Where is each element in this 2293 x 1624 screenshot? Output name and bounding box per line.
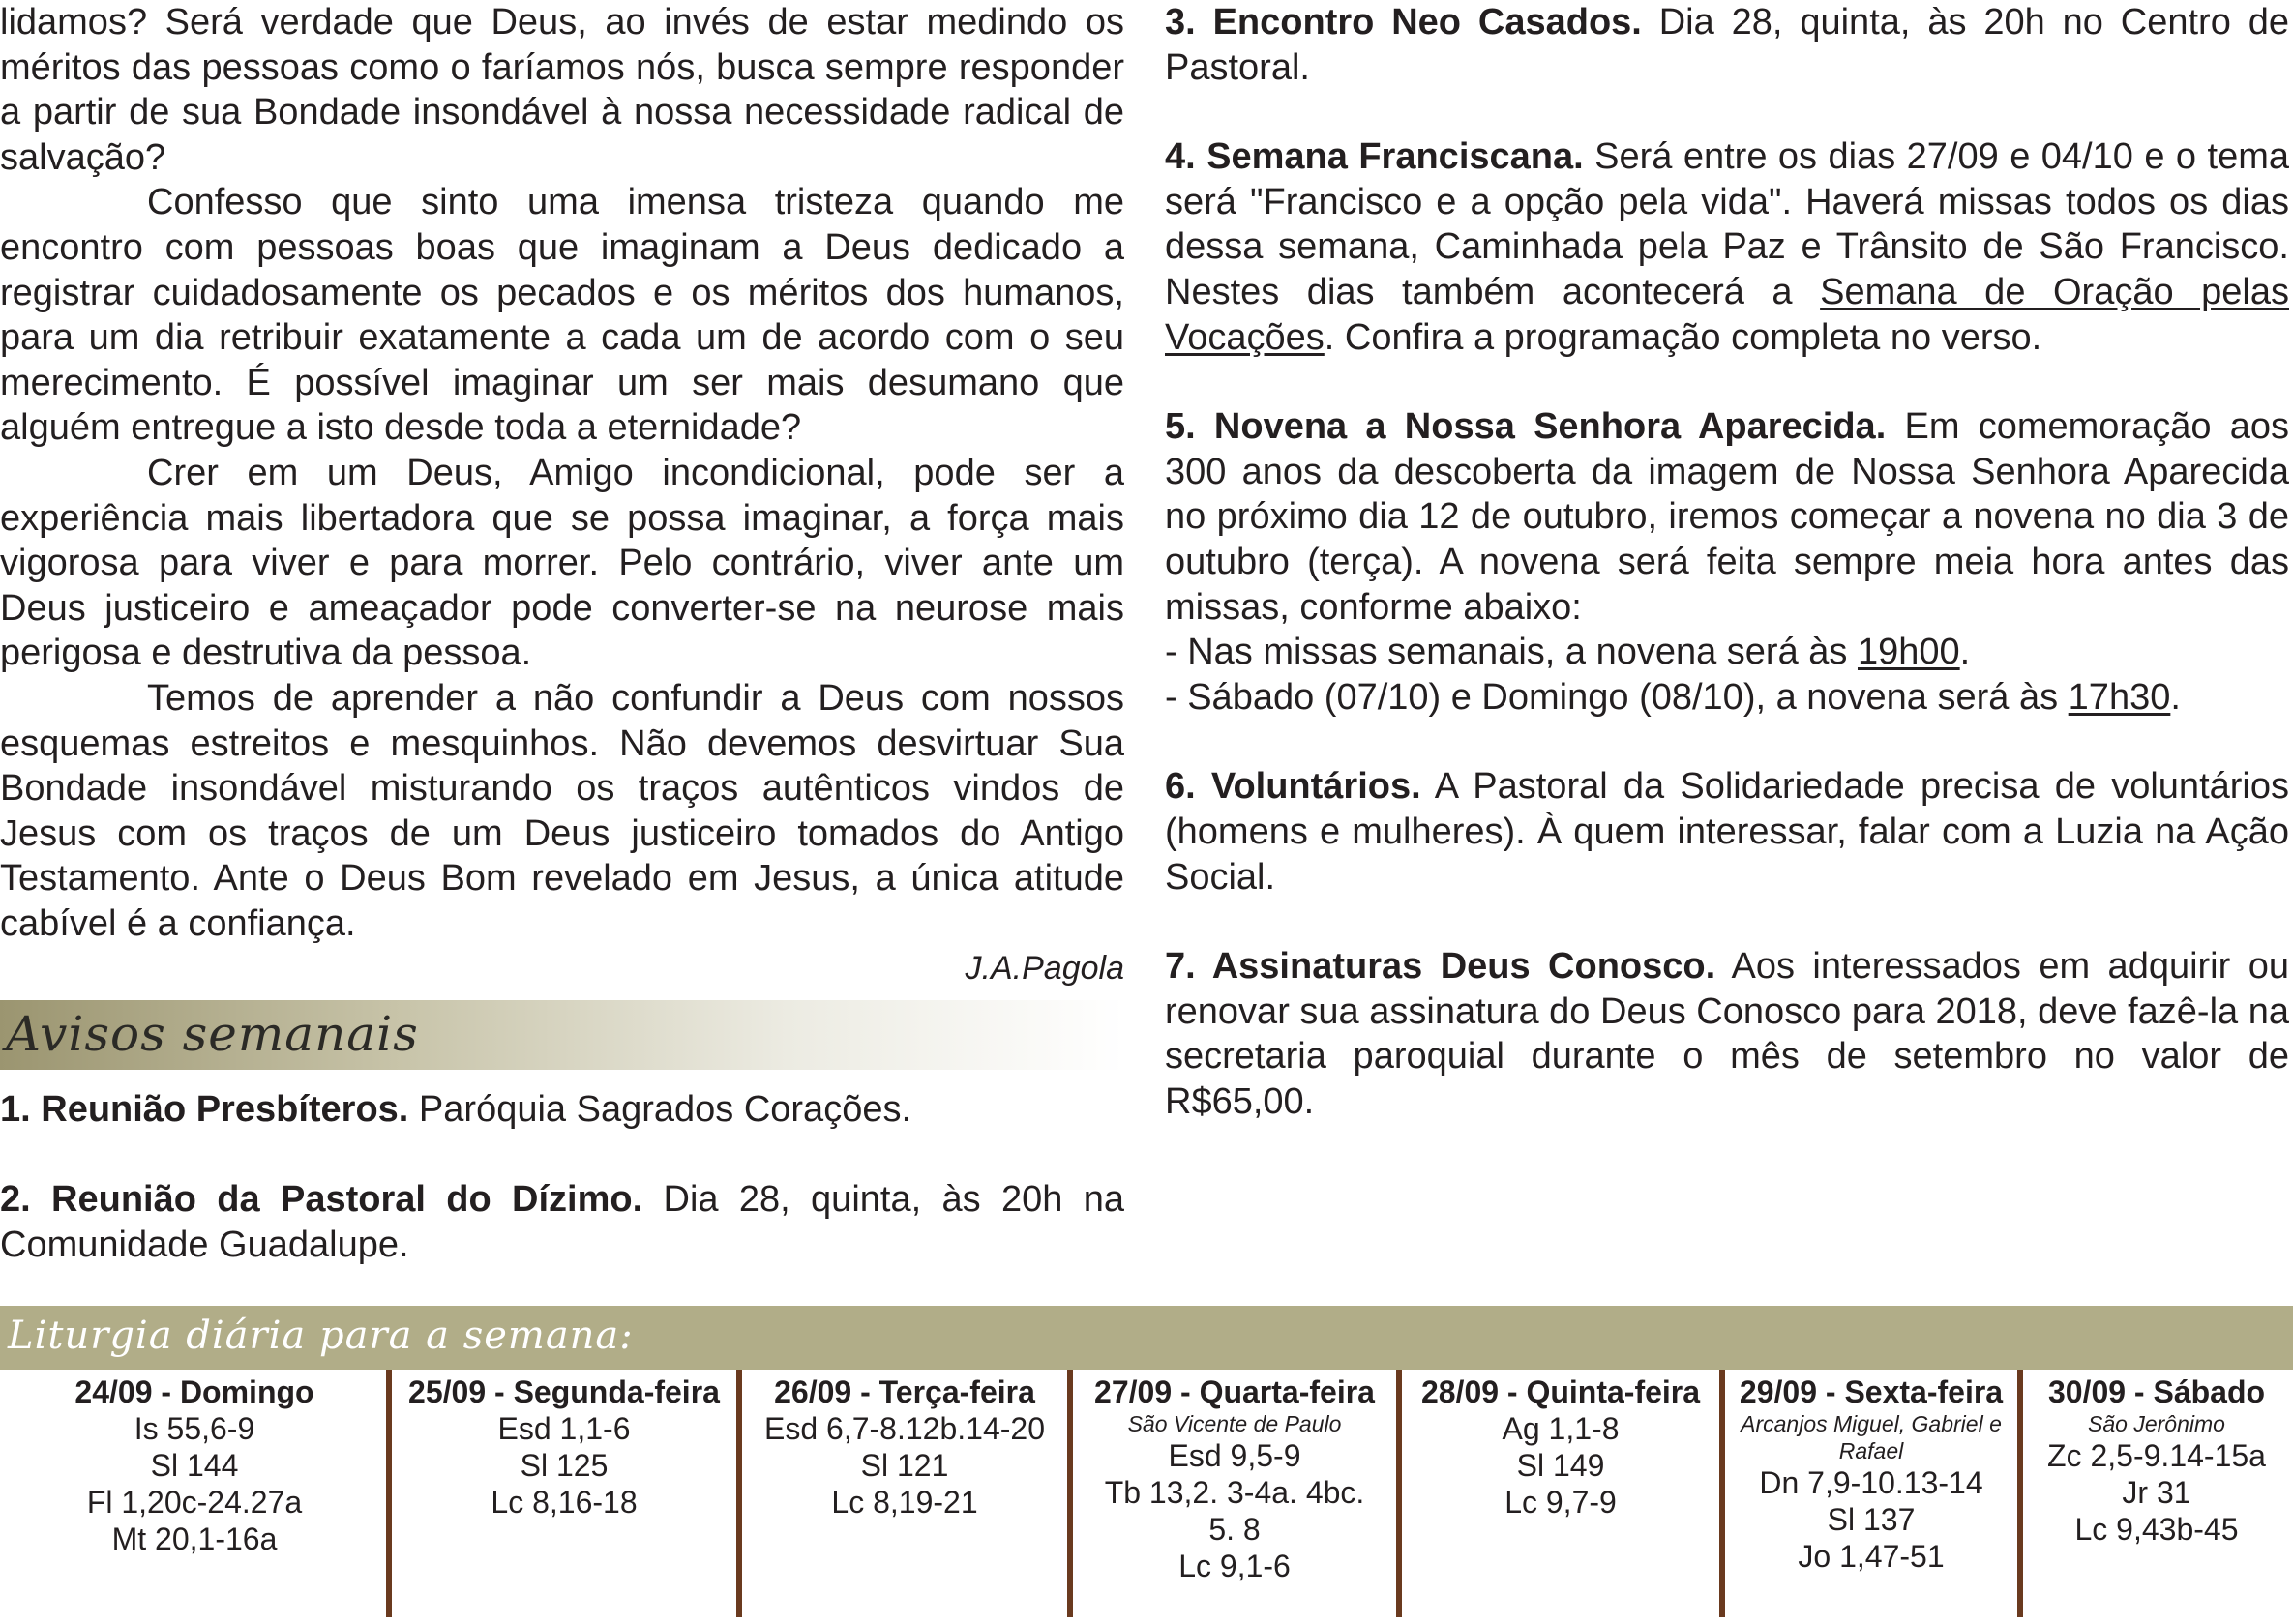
day-reading: Sl 144 (150, 1448, 239, 1483)
aviso-5-line-2 (1165, 675, 2289, 721)
liturgy-day-5 (1399, 1370, 1722, 1617)
aviso-3-title: 3. Encontro Neo Casados. (1165, 2, 1642, 43)
aviso-3 (1165, 0, 2289, 90)
day-title: 30/09 - Sábado (2047, 1374, 2266, 1409)
day-reading: Sl 137 (1827, 1502, 1916, 1537)
right-column (1165, 0, 2289, 1124)
aviso-1-text: Paróquia Sagrados Corações. (408, 1089, 912, 1131)
day-title: 29/09 - Sexta-feira (1739, 1374, 2004, 1409)
day-saint: São Vicente de Paulo (1127, 1411, 1342, 1436)
day-reading: Sl 149 (1516, 1448, 1605, 1483)
aviso-4-title: 4. Semana Franciscana. (1165, 136, 1584, 178)
day-title: 25/09 - Segunda-feira (408, 1374, 720, 1409)
aviso-4-text: Será entre os dias 27/09 e 04/10 e o tema será "Francisco e a opção pela vida". Haverá missas todos os dias dessa semana, Caminhada pela Paz e Trânsito de São Francisco. Nestes dias também acontecerá a (1165, 136, 2289, 312)
aviso-2 (0, 1177, 1124, 1267)
aviso-2-text: Dia 28, quinta, às 20h na Comunidade Guadalupe. (0, 1179, 1124, 1265)
avisos-banner (0, 1000, 1124, 1070)
day-reading: Lc 8,19-21 (831, 1485, 978, 1520)
aviso-7-title: 7. Assinaturas Deus Conosco. (1165, 946, 1716, 988)
aviso-5-text: Em comemoração aos 300 anos da descoberta da imagem de Nossa Senhora Aparecida no próximo dia 12 de outubro, iremos começar a novena no dia 3 de outubro (terça). A novena será feita sempre meia hora antes das missas, conforme abaixo: (1165, 406, 2289, 628)
left-column (0, 0, 1124, 1267)
day-reading: Jo 1,47-51 (1798, 1539, 1945, 1574)
reflection-paragraph-4: Temos de aprender a não confundir a Deus com nossos esquemas estreitos e mesquinhos. Não devemos desvirtuar Sua Bondade insondável misturando os traços autênticos vindos de Jesus com os traços de um Deus justiceiro tomados do Antigo Testamento. Ante o Deus Bom revelado em Jesus, a única atitude cabível é a confiança. (0, 677, 1124, 944)
day-reading: Lc 9,1-6 (1178, 1549, 1291, 1583)
day-saint: Arcanjos Miguel, Gabriel e Rafael (1741, 1411, 2002, 1463)
aviso-6 (1165, 764, 2289, 900)
aviso-4-text-end: . Confira a programação completa no verso. (1324, 316, 2042, 358)
aviso-7-text: Aos interessados em adquirir ou renovar sua assinatura do Deus Conosco para 2018, deve fazê-la na secretaria paroquial durante o mês de setembro no valor de R$65,00. (1165, 946, 2289, 1122)
day-reading: Tb 13,2. 3-4a. 4bc. 5. 8 (1104, 1475, 1365, 1547)
aviso-5-time-weekend: 17h30 (2068, 676, 2171, 718)
day-reading: Lc 8,16-18 (491, 1485, 638, 1520)
aviso-3-text: Dia 28, quinta, às 20h no Centro de Pastoral. (1165, 2, 2289, 88)
day-reading: Fl 1,20c-24.27a (86, 1485, 303, 1520)
aviso-5 (1165, 404, 2289, 630)
liturgy-day-6 (1722, 1370, 2020, 1617)
author-signature: J.A.Pagola (965, 950, 1124, 988)
aviso-2-title: 2. Reunião da Pastoral do Dízimo. (0, 1179, 643, 1221)
day-reading: Dn 7,9-10.13-14 (1759, 1465, 1983, 1500)
day-title: 27/09 - Quarta-feira (1094, 1374, 1375, 1409)
reflection-paragraph-2: Confesso que sinto uma imensa tristeza quando me encontro com pessoas boas que imaginam a Deus dedicado a registrar cuidadosamente os pecados e os méritos dos humanos, para um dia retribuir exatamente a cada um de acordo com o seu merecimento. É possível imaginar um ser mais desumano que alguém entregue a isto desde toda a eternidade? (0, 182, 1124, 449)
aviso-5-title: 5. Novena a Nossa Senhora Aparecida. (1165, 406, 1887, 448)
liturgy-days (0, 1370, 2293, 1617)
liturgy-header (0, 1306, 2293, 1370)
aviso-6-title: 6. Voluntários. (1165, 766, 1421, 808)
day-saint: São Jerônimo (2088, 1411, 2225, 1436)
liturgy-header-title: Liturgia diária para a semana: (8, 1314, 634, 1358)
day-title: 26/09 - Terça-feira (774, 1374, 1035, 1409)
reflection-paragraph-3: Crer em um Deus, Amigo incondicional, pode ser a experiência mais libertadora que se possa imaginar, a força mais vigorosa para viver e para morrer. Pelo contrário, viver ante um Deus justiceiro e ameaçador pode converter-se na neurose mais perigosa e destrutiva da pessoa. (0, 452, 1124, 674)
aviso-4 (1165, 134, 2289, 360)
reflection-paragraph-1: lidamos? Será verdade que Deus, ao invés de estar medindo os méritos das pessoas como o faríamos nós, busca sempre responder a partir de sua Bondade insondável à nossa necessidade radical de salvação? (0, 2, 1124, 178)
aviso-5-line-2-dot: . (2170, 676, 2181, 718)
day-reading: Sl 121 (860, 1448, 949, 1483)
liturgy-day-4 (1070, 1370, 1399, 1617)
day-reading: Esd 1,1-6 (497, 1411, 631, 1446)
aviso-5-line-2-text: - Sábado (07/10) e Domingo (08/10), a novena será às (1165, 676, 2069, 718)
day-reading: Zc 2,5-9.14-15a (2047, 1438, 2266, 1473)
day-reading: Ag 1,1-8 (1502, 1411, 1620, 1446)
aviso-7 (1165, 944, 2289, 1124)
day-title: 24/09 - Domingo (74, 1374, 314, 1409)
day-reading: Lc 9,43b-45 (2074, 1512, 2239, 1547)
aviso-6-text: A Pastoral da Solidariedade precisa de voluntários (homens e mulheres). À quem interessar, falar com a Luzia na Ação Social. (1165, 766, 2289, 898)
day-reading: Lc 9,7-9 (1504, 1485, 1617, 1520)
day-reading: Jr 31 (2122, 1475, 2191, 1510)
day-reading: Esd 9,5-9 (1168, 1438, 1301, 1473)
liturgy-day-1 (0, 1370, 389, 1617)
aviso-1 (0, 1087, 1124, 1133)
day-reading: Esd 6,7-8.12b.14-20 (764, 1411, 1045, 1446)
aviso-5-line-1 (1165, 630, 2289, 675)
day-reading: Is 55,6-9 (134, 1411, 255, 1446)
liturgy-day-7 (2020, 1370, 2293, 1617)
day-reading: Sl 125 (520, 1448, 609, 1483)
aviso-5-line-1-text: - Nas missas semanais, a novena será às (1165, 632, 1858, 673)
day-title: 28/09 - Quinta-feira (1420, 1374, 1701, 1409)
aviso-5-line-1-dot: . (1959, 632, 1971, 673)
day-reading: Mt 20,1-16a (111, 1521, 278, 1556)
aviso-5-time-weekday: 19h00 (1857, 632, 1960, 673)
liturgy-day-2 (389, 1370, 739, 1617)
aviso-4-link[interactable]: Semana de Oração pelas Vocações (1165, 271, 2289, 358)
avisos-banner-title: Avisos semanais (6, 1006, 419, 1063)
aviso-1-title: 1. Reunião Presbíteros. (0, 1089, 409, 1131)
liturgy-day-3 (739, 1370, 1070, 1617)
